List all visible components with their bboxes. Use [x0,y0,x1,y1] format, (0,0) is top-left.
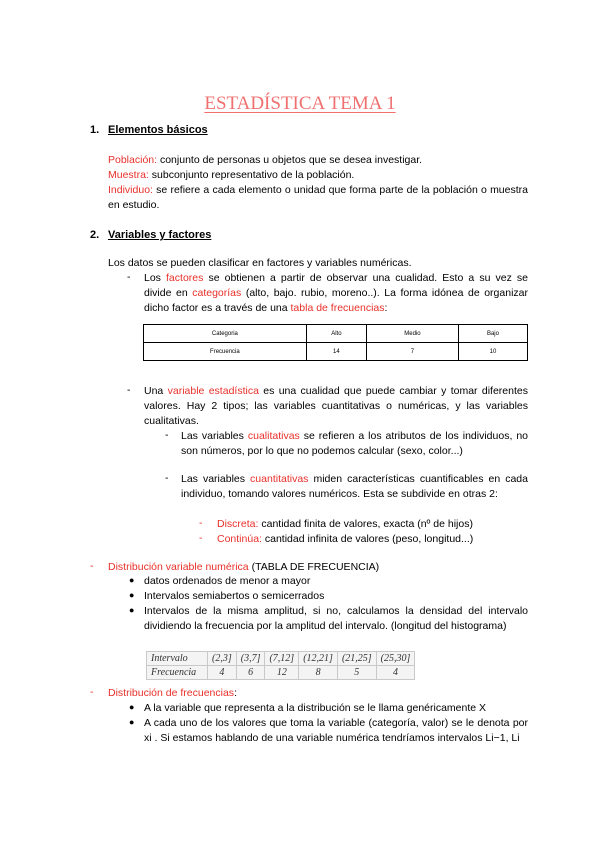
cuantitativas-paragraph: Las variables cuantitativas miden características cuantificables en cada individuo, tomando valores numéricos. Esta se subdivide en otras 2: [181,473,528,500]
table-cell: Medio [366,325,458,343]
continua-item: Continúa: cantidad infinita de valores (peso, longitud...) [217,533,474,545]
distribucion-frecuencias-heading: Distribución de frecuencias: [108,687,237,699]
table-cell: (25,30] [376,652,415,666]
definition-individuo [108,183,528,213]
bullet-icon: ● [129,590,135,600]
table-cell: (2,3] [208,652,237,666]
table-cell: (7,12] [265,652,299,666]
table-row [144,343,528,361]
definition-muestra [108,168,528,183]
table-cell: 10 [458,343,527,361]
dash-marker: - [90,686,94,698]
list-item: A cada uno de los valores que toma la variable (categoría, valor) se le denota por xi . Si estamos hablando de una variable numérica tendríamos intervalos Li−1, Li [144,717,528,744]
table-cell: 8 [299,666,338,680]
factor-frequency-table [143,324,528,361]
table-cell: (3,7] [236,652,265,666]
variable-paragraph: Una variable estadística es una cualidad que puede cambiar y tomar diferentes valores. Hay 2 tipos; las variables cuantitativas o numéricas, y las variables cualitativas. [144,385,528,427]
bullet-icon: ● [129,717,135,727]
list-item: Intervalos de la misma amplitud, si no, calculamos la densidad del intervalo dividiendo la frecuencia por la amplitud del intervalo. (longitud del histograma) [144,605,528,632]
dash-marker: - [90,560,94,572]
term-muestra: Muestra: [108,169,149,181]
bullet-icon: ● [129,575,135,585]
table-cell: Frecuencia [147,666,208,680]
section-number: 1. [90,124,100,136]
dash-marker: - [199,517,203,529]
section-heading-elementos [90,124,208,136]
term-continua: Continúa: [217,533,262,545]
table-cell: 12 [265,666,299,680]
table-cell: Frecuencia [144,343,307,361]
bullet-icon: ● [129,605,135,615]
table-cell: (21,25] [337,652,376,666]
term-factores: factores [166,272,204,284]
definition-poblacion [108,153,528,168]
term-discreta: Discreta: [217,518,259,530]
term-cuantitativas: cuantitativas [250,473,309,485]
table-cell: Categoria [144,325,307,343]
table-cell: Alto [306,325,366,343]
term-cualitativas: cualitativas [247,430,300,442]
table-row [147,652,415,666]
term-variable-estadistica: variable estadística [167,385,259,397]
table-cell: 7 [366,343,458,361]
table-cell: 14 [306,343,366,361]
dash-marker: - [127,271,131,283]
table-cell: 4 [208,666,237,680]
factores-paragraph: Los factores se obtienen a partir de observar una cualidad. Esto a su vez se divide en categorías (alto, bajo. rubio, moreno..). La forma idónea de organizar dicho factor es a través de una tabla de frecuencias: [144,272,528,314]
section-label: Elementos básicos [108,124,208,136]
text-muestra: subconjunto representativo de la población. [148,169,355,181]
table-cell: Intervalo [147,652,208,666]
distribucion-numerica-heading: Distribución variable numérica (TABLA DE FRECUENCIA) [108,561,380,573]
bullet-icon: ● [129,702,135,712]
list-item: Intervalos semiabertos o semicerrados [144,590,325,602]
dash-marker: - [127,384,131,396]
dash-marker: - [165,472,169,484]
page-title: ESTADÍSTICA TEMA 1 [204,93,396,114]
term-poblacion: Población: [108,154,158,166]
interval-frequency-table [146,651,415,680]
table-cell: 5 [337,666,376,680]
term-tabla-frecuencias: tabla de frecuencias [290,302,385,314]
section-heading-variables [90,229,211,241]
discreta-item: Discreta: cantidad finita de valores, exacta (nº de hijos) [217,518,473,530]
list-item: datos ordenados de menor a mayor [144,575,311,587]
section-number: 2. [90,229,100,241]
table-cell: Bajo [458,325,527,343]
text-poblacion: conjunto de personas u objetos que se desea investigar. [157,154,423,166]
term-distribucion-numerica: Distribución variable numérica [108,561,249,573]
intro-text: Los datos se pueden clasificar en factores y variables numéricas. [108,257,412,269]
term-individuo: Individuo: [108,184,153,196]
table-cell: 6 [236,666,265,680]
table-row [147,666,415,680]
cualitativas-paragraph: Las variables cualitativas se refieren a los atributos de los individuos, no son números, por lo que no podemos calcular (sexo, color...) [181,430,528,457]
term-categorias: categorías [192,287,242,299]
section-label: Variables y factores [108,229,212,241]
list-item: A la variable que representa a la distribución se le llama genéricamente X [144,702,487,714]
dash-marker: - [165,429,169,441]
text-individuo: se refiere a cada elemento o unidad que forma parte de la población o muestra en estudio. [108,184,528,211]
term-distribucion-frecuencias: Distribución de frecuencias [108,687,235,699]
table-cell: 4 [376,666,415,680]
dash-marker: - [199,532,203,544]
table-header-row [144,325,528,343]
table-cell: (12,21] [299,652,338,666]
